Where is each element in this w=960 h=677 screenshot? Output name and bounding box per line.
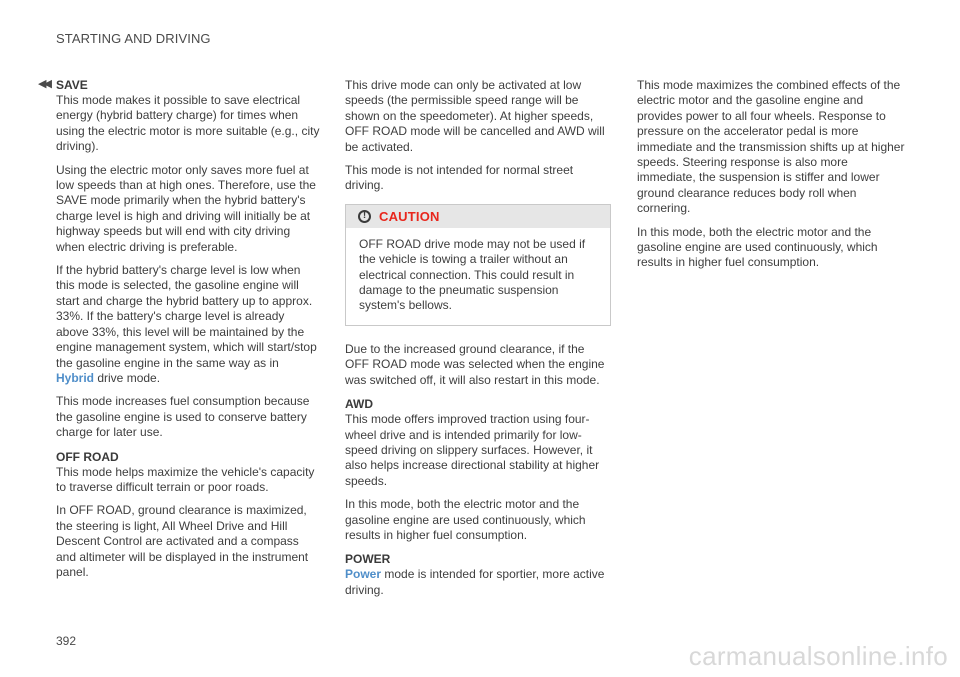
hybrid-link[interactable]: Hybrid — [56, 370, 95, 385]
save-paragraph-3-text: If the hybrid battery's charge level is low when this mode is selected, the gasoline engine will start and charge the hybrid battery up to approx. 33%. If the battery's charge level is already above 33%, this level will be maintained by the engine management system, which will start/stop the gasoline engine in the same way as in — [56, 263, 317, 370]
save-paragraph-3 — [56, 263, 320, 386]
save-paragraph-1: This mode makes it possible to save electrical energy (hybrid battery charge) for times when using the electric motor is more suitable (e.g., city driving). — [56, 93, 320, 154]
save-heading: SAVE — [56, 78, 88, 92]
column-1 — [56, 78, 320, 588]
save-paragraph-2: Using the electric motor only saves more fuel at low speeds than at high ones. Therefore, use the SAVE mode primarily when the hybrid battery's charge level is high and driving will initially be at highway speeds but will end with city driving when electric driving is preferable. — [56, 162, 316, 254]
section-header: STARTING AND DRIVING — [56, 31, 211, 46]
awd-heading: AWD — [345, 397, 373, 412]
save-paragraph-4: This mode increases fuel consumption because the gasoline engine is used to conserve battery charge for later use. — [56, 394, 310, 440]
power-paragraph-1-text: mode is intended for sportier, more active driving. — [345, 567, 605, 597]
save-paragraph-3-end: drive mode. — [94, 370, 161, 385]
awd-paragraph-1: This mode offers improved traction using four-wheel drive and is intended primarily for low-speed driving on slippery surfaces. However, it also helps increase directional stability at higher speeds. — [345, 412, 600, 488]
offroad-paragraph-3: This drive mode can only be activated at low speeds (the permissible speed range will be shown on the speedometer). At higher speeds, OFF ROAD mode will be cancelled and AWD will be activated. — [345, 78, 605, 154]
power-paragraph-1 — [345, 567, 611, 598]
exclamation-icon: ! — [358, 210, 371, 223]
column-3 — [637, 78, 907, 279]
caution-title: CAUTION — [379, 208, 440, 224]
page-number: 392 — [56, 634, 77, 648]
offroad-paragraph-5: Due to the increased ground clearance, if the OFF ROAD mode was selected when the engine was switched off, it will also restart in this mode. — [345, 341, 605, 387]
caution-text: OFF ROAD drive mode may not be used if the vehicle is towing a trailer without an electrical connection. This could result in damage to the pneumatic suspension system's bellows. — [359, 236, 586, 313]
offroad-paragraph-2: In OFF ROAD, ground clearance is maximized, the steering is light, All Wheel Drive and Hill Descent Control are activated and a compass and altimeter will be displayed in the instrument panel. — [56, 503, 309, 579]
caution-header — [346, 205, 610, 228]
offroad-paragraph-4: This mode is not intended for normal street driving. — [345, 163, 574, 193]
power-paragraph-2: This mode maximizes the combined effects of the electric motor and the gasoline engine and provides power to all four wheels. Response to pressure on the accelerator pedal is more immediate and the transmission shifts up at higher speeds. Steering response is also more immediate, the suspension is stiffer and lower ground clearance reduces body roll when cornering. — [637, 78, 905, 216]
power-paragraph-3: In this mode, both the electric motor and the gasoline engine are used continuously, which results in higher fuel consumption. — [637, 224, 878, 270]
column-2 — [345, 78, 611, 606]
watermark: carmanualsonline.info — [688, 641, 948, 671]
caution-box — [345, 204, 611, 326]
power-heading: POWER — [345, 552, 391, 567]
power-link[interactable]: Power — [345, 567, 382, 582]
awd-paragraph-2: In this mode, both the electric motor and the gasoline engine are used continuously, which results in higher fuel consumption. — [345, 497, 586, 542]
back-marker-icon: ◀◀ — [38, 78, 49, 90]
offroad-paragraph-1: This mode helps maximize the vehicle's capacity to traverse difficult terrain or poor roads. — [56, 464, 315, 494]
offroad-heading: OFF ROAD — [56, 449, 119, 464]
